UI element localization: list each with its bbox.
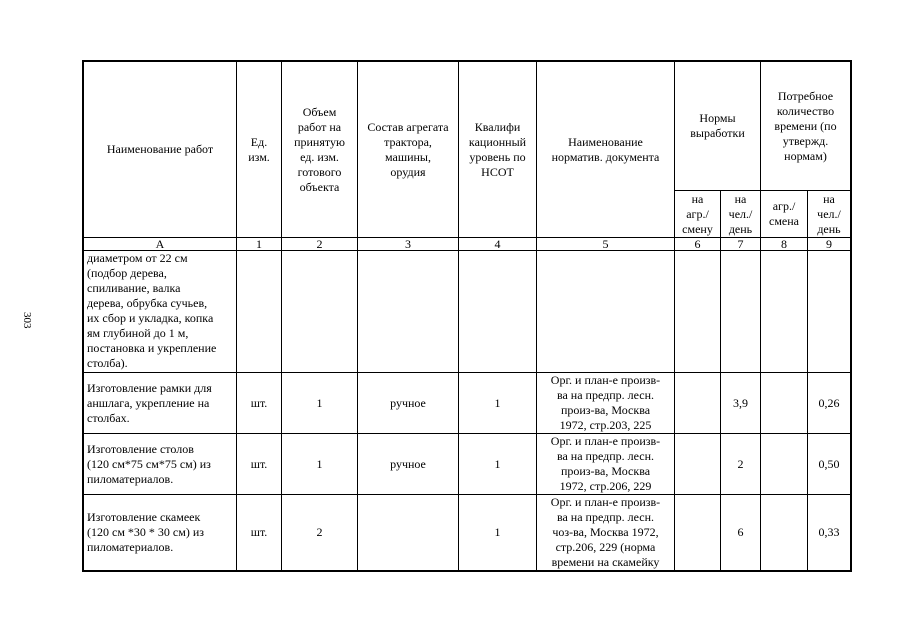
qualification-cell: 1 (459, 495, 537, 571)
document-cell: Орг. и план-е произв- ва на предпр. лесн. произ-ва, Москва 1972, стр.206, 229 (537, 434, 675, 495)
subheader-per-agr-shift: на агр./ смену (675, 191, 721, 238)
time-agr-cell (761, 251, 808, 373)
norm-man-cell: 3,9 (721, 373, 761, 434)
norm-agr-cell (675, 251, 721, 373)
work-name-cell: Изготовление рамки для аншлага, укрепление на столбах. (84, 373, 237, 434)
volume-cell: 1 (282, 434, 358, 495)
unit-cell: шт. (237, 495, 282, 571)
column-number: 6 (675, 238, 721, 251)
time-man-cell (808, 251, 851, 373)
header-aggregate: Состав агрегата трактора, машины, орудия (358, 62, 459, 238)
unit-cell: шт. (237, 373, 282, 434)
work-name-cell: Изготовление столов (120 см*75 см*75 см) из пиломатериалов. (84, 434, 237, 495)
column-number: 9 (808, 238, 851, 251)
document-cell: Орг. и план-е произв- ва на предпр. лесн. чоз-ва, Москва 1972, стр.206, 229 (норма времени на скамейку (537, 495, 675, 571)
header-unit: Ед. изм. (237, 62, 282, 238)
column-number: 7 (721, 238, 761, 251)
qualification-cell: 1 (459, 373, 537, 434)
column-number: 5 (537, 238, 675, 251)
column-number: 2 (282, 238, 358, 251)
volume-cell (282, 251, 358, 373)
subheader-man-day: на чел./ день (808, 191, 851, 238)
header-time-required: Потребное количество времени (по утвержд. нормам) (761, 62, 851, 191)
column-number: 3 (358, 238, 459, 251)
norms-table (83, 61, 851, 571)
column-number: 1 (237, 238, 282, 251)
work-name-cell: диаметром от 22 см (подбор дерева, спиливание, валка дерева, обрубка сучьев, их сбор и укладка, копка ям глубиной до 1 м, постановка и укрепление столба). (84, 251, 237, 373)
time-agr-cell (761, 373, 808, 434)
volume-cell: 2 (282, 495, 358, 571)
column-number: 4 (459, 238, 537, 251)
subheader-agr-shift: агр./ смена (761, 191, 808, 238)
norm-agr-cell (675, 434, 721, 495)
document-cell (537, 251, 675, 373)
header-row (84, 62, 851, 191)
header-document: Наименование норматив. документа (537, 62, 675, 238)
table-row (84, 251, 851, 373)
norm-agr-cell (675, 495, 721, 571)
norm-man-cell: 2 (721, 434, 761, 495)
time-agr-cell (761, 495, 808, 571)
header-volume: Объем работ на принятую ед. изм. готового объекта (282, 62, 358, 238)
page-number: 303 (21, 312, 33, 329)
aggregate-cell (358, 251, 459, 373)
header-work-name: Наименование работ (84, 62, 237, 238)
aggregate-cell (358, 495, 459, 571)
column-number-row (84, 238, 851, 251)
aggregate-cell: ручное (358, 373, 459, 434)
time-man-cell: 0,50 (808, 434, 851, 495)
time-agr-cell (761, 434, 808, 495)
time-man-cell: 0,33 (808, 495, 851, 571)
subheader-per-man-day: на чел./ день (721, 191, 761, 238)
volume-cell: 1 (282, 373, 358, 434)
column-number: 8 (761, 238, 808, 251)
column-number: А (84, 238, 237, 251)
norm-agr-cell (675, 373, 721, 434)
unit-cell: шт. (237, 434, 282, 495)
table-row (84, 373, 851, 434)
qualification-cell (459, 251, 537, 373)
qualification-cell: 1 (459, 434, 537, 495)
norm-man-cell: 6 (721, 495, 761, 571)
time-man-cell: 0,26 (808, 373, 851, 434)
table-row (84, 495, 851, 571)
aggregate-cell: ручное (358, 434, 459, 495)
header-output-norms: Нормы выработки (675, 62, 761, 191)
unit-cell (237, 251, 282, 373)
header-qualification: Квалифи кационный уровень по НСОТ (459, 62, 537, 238)
norm-man-cell (721, 251, 761, 373)
work-name-cell: Изготовление скамеек (120 см *30 * 30 см) из пиломатериалов. (84, 495, 237, 571)
document-cell: Орг. и план-е произв- ва на предпр. лесн. произ-ва, Москва 1972, стр.203, 225 (537, 373, 675, 434)
table-row (84, 434, 851, 495)
